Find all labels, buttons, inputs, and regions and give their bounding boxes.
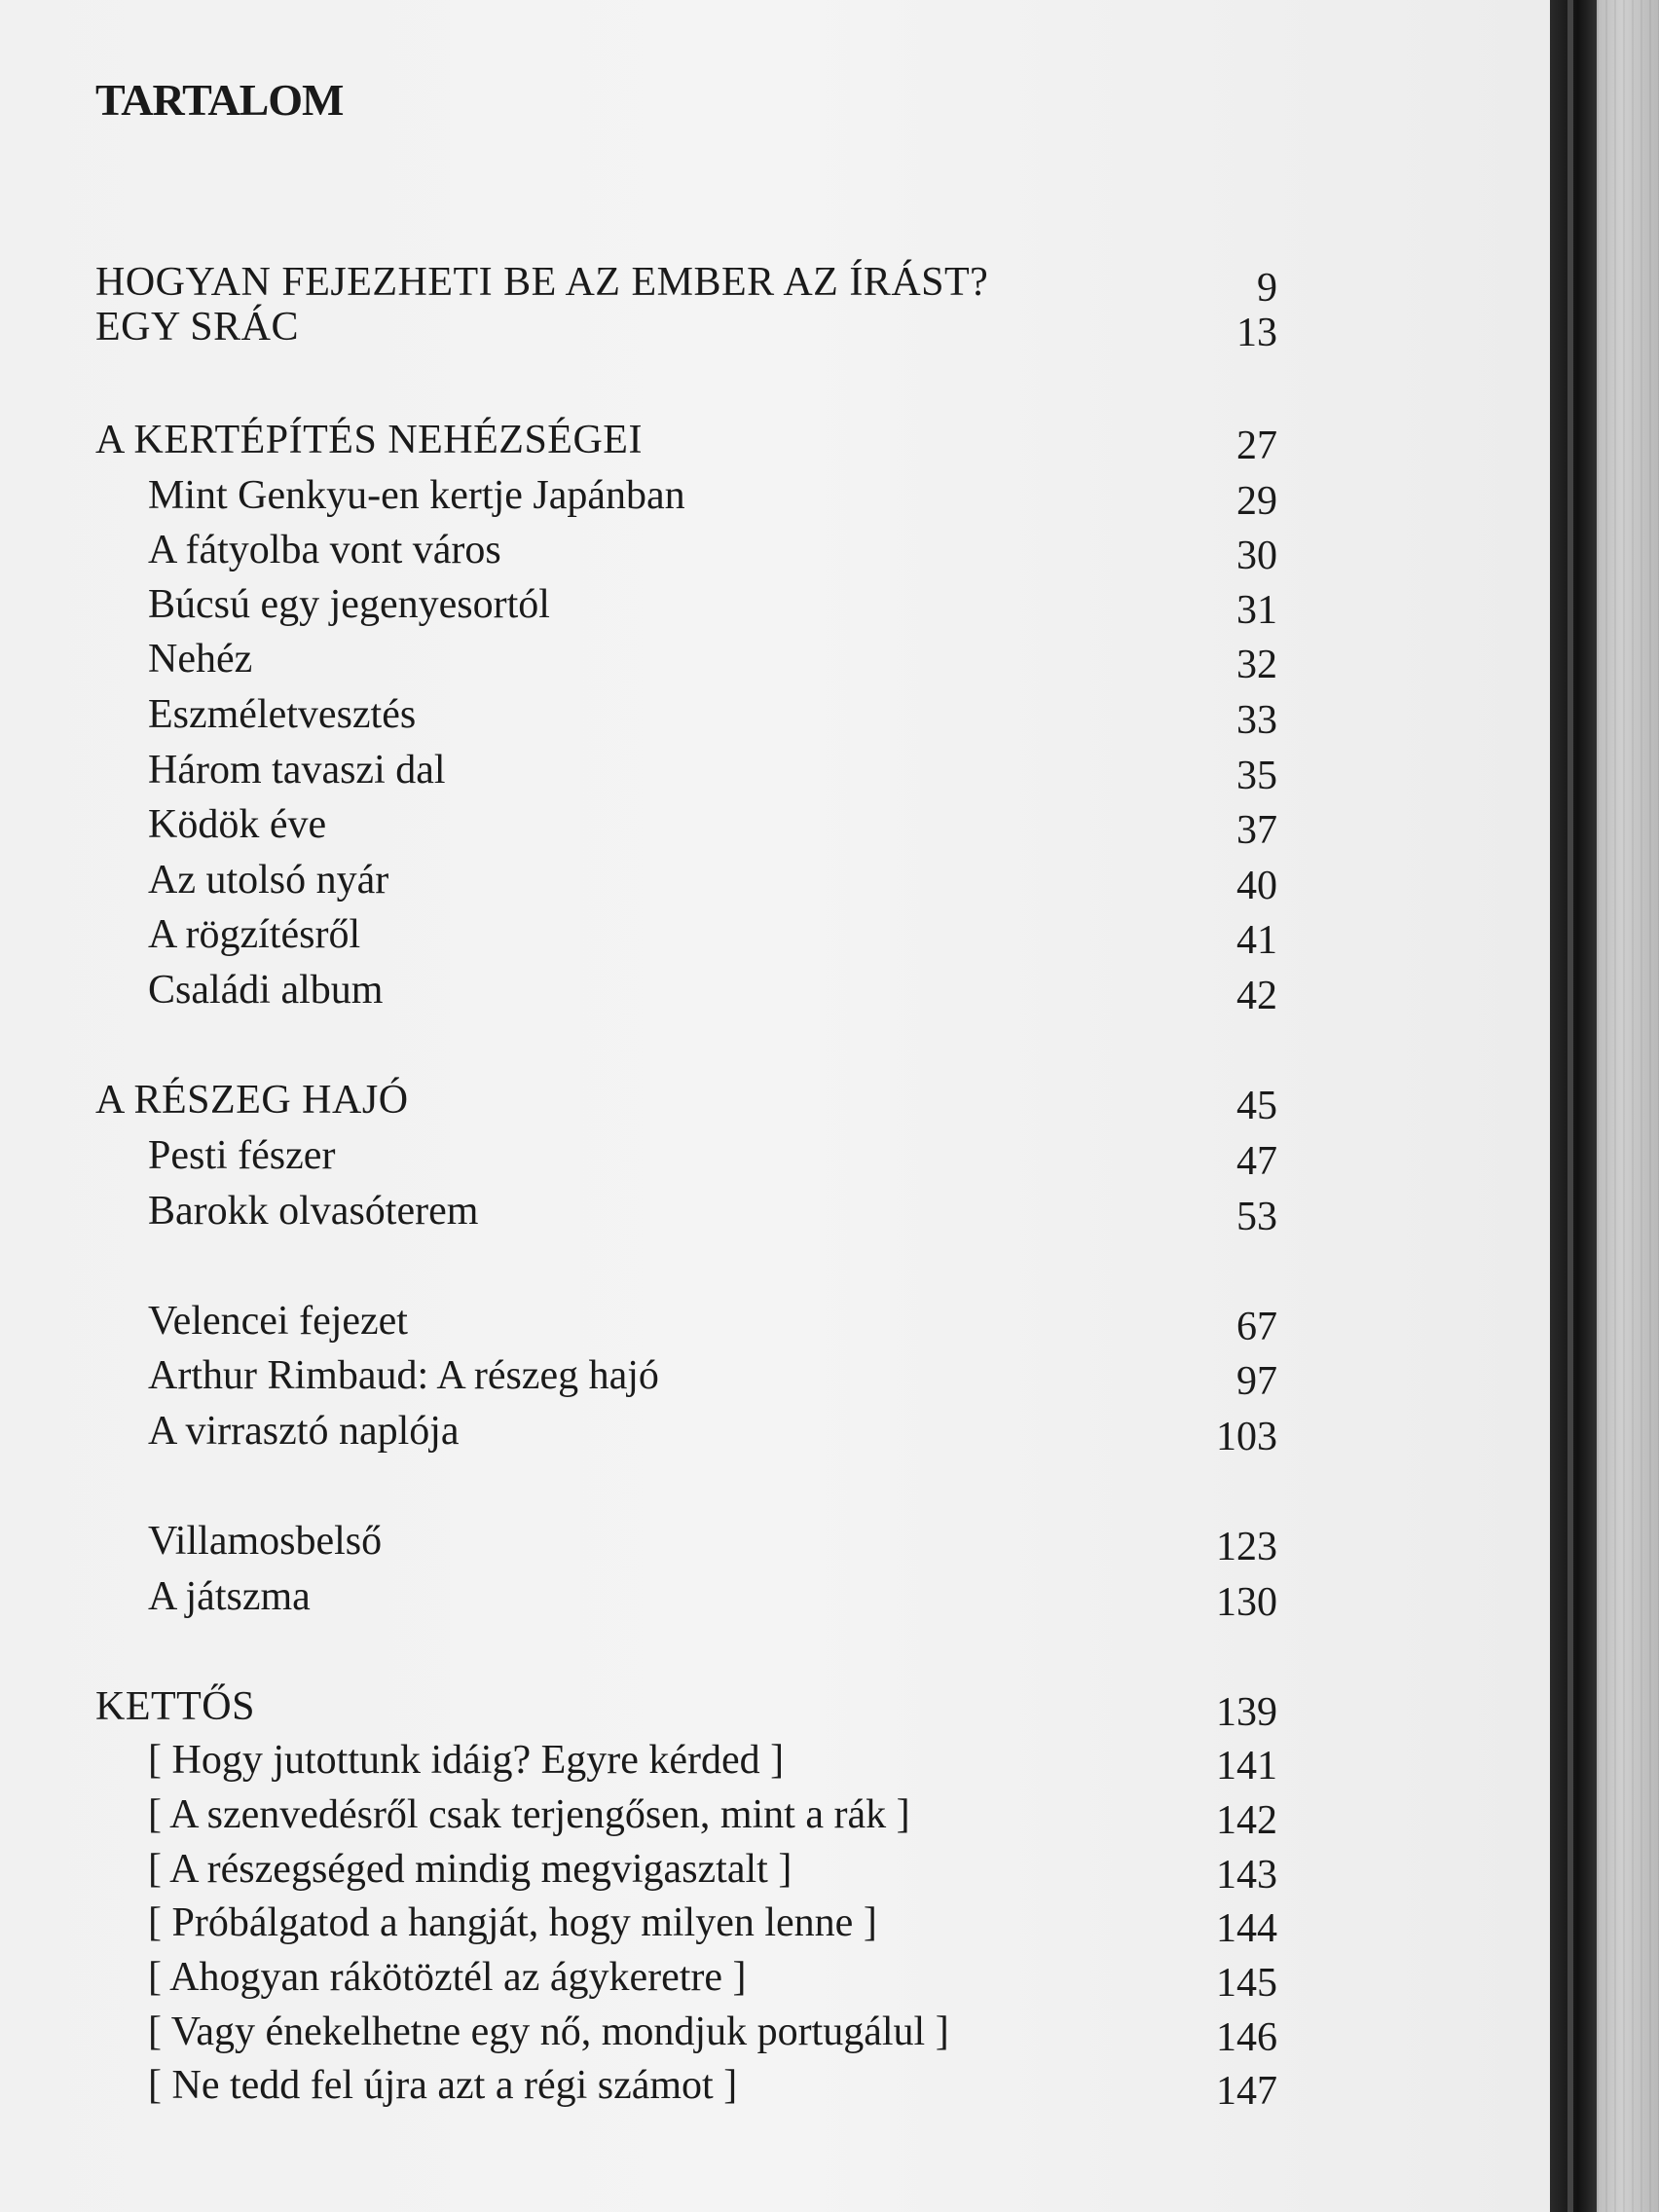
toc-entry-title: A rögzítésről [148,912,361,957]
toc-entry-page: 37 [1236,808,1277,853]
toc-entry-title: [ A részegséged mindig megvigasztalt ] [148,1847,793,1892]
toc-entry-page: 139 [1216,1690,1277,1735]
toc-entry-title: Nehéz [148,637,253,682]
toc-entry-title: Ködök éve [148,802,327,847]
toc-entry [0,1184,1285,1238]
toc-entry [0,300,1285,354]
toc-entry [0,743,1285,797]
toc-entry-title: [ A szenvedésről csak terjengősen, mint a rák ] [148,1792,910,1837]
toc-entry [0,1348,1285,1403]
toc-entry-page: 145 [1216,1961,1277,2006]
toc-entry-title: Eszméletvesztés [148,692,417,737]
toc-entry-title: A fátyolba vont város [148,528,501,572]
toc-entry-page: 97 [1236,1359,1277,1404]
toc-entry-title: [ Vagy énekelhetne egy nő, mondjuk portugálul ] [148,2009,949,2054]
toc-entry-page: 29 [1236,479,1277,524]
toc-entry [0,2058,1285,2113]
toc-entry-title: Villamosbelső [148,1519,383,1564]
page-title: TARTALOM [95,75,344,125]
toc-entry-title: [ Hogy jutottunk idáig? Egyre kérded ] [148,1738,785,1783]
toc-entry-title: A játszma [148,1574,311,1619]
toc-entry [0,2005,1285,2059]
toc-entry-title: A RÉSZEG HAJÓ [95,1078,409,1123]
toc-entry-page: 144 [1216,1906,1277,1951]
wooden-surface [1597,0,1659,2212]
toc-entry-title: Mint Genkyu-en kertje Japánban [148,473,685,518]
toc-entry-title: [ Ahogyan rákötöztél az ágykeretre ] [148,1955,747,2000]
toc-entry [0,632,1285,686]
toc-entry-title: Búcsú egy jegenyesortól [148,582,550,627]
toc-entry-page: 141 [1216,1744,1277,1788]
toc-entry-title: KETTŐS [95,1684,255,1729]
toc-entry [0,1733,1285,1788]
toc-entry-page: 53 [1236,1195,1277,1239]
toc-entry [0,577,1285,632]
toc-entry-page: 130 [1216,1580,1277,1625]
toc-entry-page: 146 [1216,2015,1277,2060]
toc-entry-page: 42 [1236,974,1277,1018]
toc-entry-page: 142 [1216,1798,1277,1843]
toc-entry-page: 143 [1216,1853,1277,1898]
book-binding-edge [1550,0,1597,2212]
toc-entry [0,1842,1285,1897]
toc-entry-title: EGY SRÁC [95,305,299,350]
toc-entry-page: 103 [1216,1415,1277,1459]
toc-entry-page: 47 [1236,1139,1277,1184]
toc-entry [0,1788,1285,1842]
toc-entry-page: 41 [1236,918,1277,963]
toc-entry-title: Három tavaszi dal [148,748,446,793]
toc-entry [0,413,1285,467]
toc-entry-page: 27 [1236,424,1277,468]
toc-entry-page: 35 [1236,754,1277,798]
toc-entry [0,963,1285,1017]
toc-entry-title: Családi album [148,968,384,1013]
toc-entry-page: 123 [1216,1525,1277,1569]
toc-entry-title: Velencei fejezet [148,1299,408,1344]
toc-entry-page: 45 [1236,1084,1277,1128]
toc-entry [0,687,1285,742]
toc-entry [0,523,1285,577]
toc-entry [0,1896,1285,1950]
toc-entry [0,1514,1285,1568]
toc-entry-title: Pesti fészer [148,1133,336,1178]
toc-entry-page: 31 [1236,588,1277,633]
toc-entry-page: 13 [1236,311,1277,355]
toc-entry-title: HOGYAN FEJEZHETI BE AZ EMBER AZ ÍRÁST? [95,260,989,305]
toc-entry [0,907,1285,962]
toc-entry-title: A virrasztó naplója [148,1409,460,1454]
toc-entry [0,1679,1285,1734]
toc-entry-page: 33 [1236,698,1277,743]
toc-entry [0,1404,1285,1458]
toc-entry [0,853,1285,907]
toc-entry [0,797,1285,852]
toc-entry [0,1294,1285,1348]
toc-entry [0,468,1285,523]
toc-entry [0,1569,1285,1624]
toc-entry [0,1073,1285,1127]
toc-entry-page: 9 [1257,266,1277,311]
toc-entry [0,1128,1285,1183]
toc-entry-page: 40 [1236,864,1277,908]
toc-entry-title: A KERTÉPÍTÉS NEHÉZSÉGEI [95,418,643,462]
toc-entry-page: 67 [1236,1305,1277,1349]
toc-entry-title: Barokk olvasóterem [148,1189,479,1234]
toc-entry-page: 147 [1216,2069,1277,2114]
toc-entry-page: 30 [1236,534,1277,578]
toc-entry [0,1950,1285,2005]
toc-entry-page: 32 [1236,643,1277,687]
toc-entry-title: [ Próbálgatod a hangját, hogy milyen lenne ] [148,1900,877,1945]
toc-entry-title: [ Ne tedd fel újra azt a régi számot ] [148,2063,738,2108]
toc-entry-title: Arthur Rimbaud: A részeg hajó [148,1353,659,1398]
toc-entry-title: Az utolsó nyár [148,858,389,903]
